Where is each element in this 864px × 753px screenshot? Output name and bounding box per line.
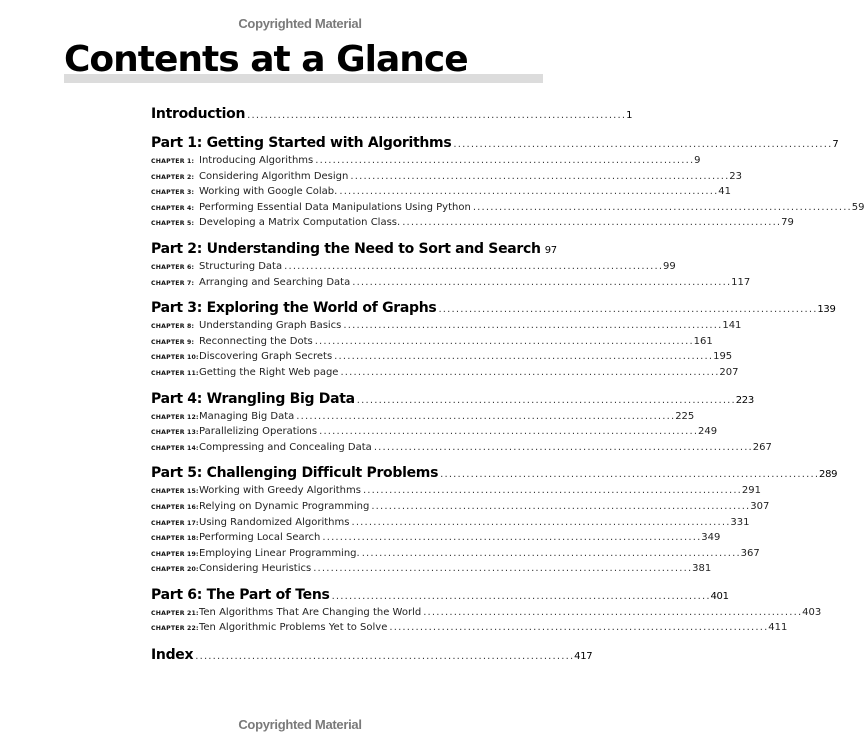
copyright-watermark-bottom: Copyrighted Material bbox=[238, 717, 362, 732]
toc-chapter[interactable] bbox=[151, 426, 718, 442]
toc-chapter[interactable] bbox=[151, 170, 743, 187]
dot-leader bbox=[363, 485, 740, 496]
page-title: Contents at a Glance bbox=[64, 39, 468, 80]
chapter-label: CHAPTER 15: bbox=[151, 488, 199, 496]
dot-leader bbox=[315, 155, 692, 166]
chapter-title: Compressing and Concealing Data bbox=[199, 441, 372, 453]
chapter-label: CHAPTER 12: bbox=[151, 413, 199, 421]
chapter-label: CHAPTER 21: bbox=[151, 609, 199, 617]
toc-part-5[interactable] bbox=[151, 465, 838, 485]
dot-leader bbox=[352, 277, 729, 288]
chapter-label: CHAPTER 16: bbox=[151, 503, 199, 511]
toc-page-number: 349 bbox=[701, 532, 721, 544]
dot-leader bbox=[362, 548, 739, 559]
toc-chapter[interactable] bbox=[151, 217, 794, 233]
toc-part-4[interactable] bbox=[151, 390, 754, 411]
toc-chapter[interactable] bbox=[151, 201, 864, 218]
chapter-label: CHAPTER 20: bbox=[151, 566, 199, 574]
toc-chapter[interactable] bbox=[151, 335, 713, 352]
chapter-label: CHAPTER 9: bbox=[151, 338, 195, 346]
chapter-label: CHAPTER 5: bbox=[151, 220, 195, 228]
chapter-label: CHAPTER 11: bbox=[151, 369, 199, 377]
chapter-label: CHAPTER 3: bbox=[151, 189, 195, 197]
page-header bbox=[64, 40, 544, 80]
toc-page-number: 195 bbox=[713, 351, 733, 363]
dot-leader bbox=[371, 501, 748, 512]
toc-index[interactable] bbox=[151, 647, 593, 667]
toc-chapter[interactable] bbox=[151, 547, 760, 564]
chapter-title: Introducing Algorithms bbox=[199, 155, 314, 166]
toc-page-number: 249 bbox=[698, 426, 718, 438]
chapter-label: CHAPTER 19: bbox=[151, 550, 199, 558]
toc-chapter[interactable] bbox=[151, 441, 772, 458]
toc-page-number: 307 bbox=[750, 500, 770, 512]
chapter-title: Getting the Right Web page bbox=[199, 366, 339, 378]
toc-page-number: 117 bbox=[731, 276, 751, 288]
toc-part-title: Part 6: The Part of Tens bbox=[151, 586, 330, 603]
toc-part-2[interactable] bbox=[151, 240, 557, 261]
chapter-title: Working with Greedy Algorithms bbox=[199, 485, 361, 497]
toc-page-number: 207 bbox=[719, 366, 739, 378]
chapter-title: Arranging and Searching Data bbox=[199, 276, 351, 288]
toc-chapter[interactable] bbox=[151, 516, 750, 533]
toc-page-number: 41 bbox=[718, 186, 731, 198]
toc-chapter[interactable] bbox=[151, 186, 731, 202]
dot-leader bbox=[374, 442, 751, 453]
dot-leader bbox=[350, 171, 727, 182]
chapter-title: Performing Essential Data Manipulations Using Python bbox=[199, 201, 471, 213]
chapter-title: Relying on Dynamic Programming bbox=[199, 500, 370, 512]
copyright-watermark-top: Copyrighted Material bbox=[238, 16, 362, 31]
chapter-title: Performing Local Search bbox=[199, 532, 321, 544]
toc-page-number: 9 bbox=[694, 155, 701, 166]
toc-part-1[interactable] bbox=[151, 135, 839, 155]
toc-chapter[interactable] bbox=[151, 155, 701, 171]
chapter-label: CHAPTER 14: bbox=[151, 444, 199, 452]
toc-page-number: 79 bbox=[781, 217, 794, 229]
chapter-label: CHAPTER 22: bbox=[151, 625, 199, 633]
chapter-title: Ten Algorithms That Are Changing the World bbox=[199, 606, 422, 618]
chapter-title: Discovering Graph Secrets bbox=[199, 351, 333, 363]
dot-leader bbox=[334, 351, 711, 362]
toc-part-title: Part 2: Understanding the Need to Sort and Search bbox=[151, 240, 541, 257]
toc-chapter[interactable] bbox=[151, 260, 676, 277]
toc-chapter[interactable] bbox=[151, 410, 695, 427]
chapter-label: CHAPTER 7: bbox=[151, 279, 195, 287]
toc-page-number: 367 bbox=[740, 547, 760, 559]
toc-page-number: 331 bbox=[730, 516, 750, 528]
dot-leader bbox=[332, 591, 709, 602]
chapter-title: Developing a Matrix Computation Class. bbox=[199, 217, 401, 229]
chapter-title: Employing Linear Programming. bbox=[199, 547, 360, 559]
dot-leader bbox=[319, 426, 696, 437]
dot-leader bbox=[284, 261, 661, 272]
dot-leader bbox=[315, 336, 692, 347]
chapter-title: Managing Big Data bbox=[199, 410, 295, 422]
toc-page-number: 97 bbox=[544, 244, 557, 256]
toc-part-3[interactable] bbox=[151, 300, 836, 320]
dot-leader bbox=[322, 532, 699, 543]
toc-chapter[interactable] bbox=[151, 532, 721, 548]
chapter-label: CHAPTER 1: bbox=[151, 158, 195, 165]
toc-chapter[interactable] bbox=[151, 366, 739, 383]
toc-part-title: Part 1: Getting Started with Algorithms bbox=[151, 135, 452, 151]
toc-page-number: 225 bbox=[675, 410, 695, 422]
toc-page-number: 267 bbox=[752, 441, 772, 453]
chapter-label: CHAPTER 18: bbox=[151, 535, 199, 543]
toc-chapter[interactable] bbox=[151, 351, 733, 367]
dot-leader bbox=[402, 217, 779, 228]
chapter-title: Structuring Data bbox=[199, 260, 283, 272]
toc-page-number: 381 bbox=[692, 563, 712, 575]
toc-chapter[interactable] bbox=[151, 622, 788, 638]
toc-page-number: 99 bbox=[663, 260, 676, 272]
dot-leader bbox=[343, 320, 720, 331]
toc-chapter[interactable] bbox=[151, 320, 742, 336]
chapter-label: CHAPTER 6: bbox=[151, 263, 195, 271]
toc-introduction[interactable] bbox=[151, 106, 633, 126]
toc-page-number: 289 bbox=[819, 469, 838, 481]
dot-leader bbox=[351, 517, 728, 528]
toc-page-number: 59 bbox=[851, 201, 864, 213]
toc-page-number: 139 bbox=[817, 304, 836, 316]
toc-page-number: 417 bbox=[574, 651, 593, 663]
toc-page-number: 403 bbox=[802, 606, 822, 618]
toc-entry-title: Introduction bbox=[151, 106, 246, 122]
toc-page-number: 411 bbox=[768, 622, 788, 634]
toc-part-6[interactable] bbox=[151, 586, 729, 607]
toc-part-title: Part 5: Challenging Difficult Problems bbox=[151, 465, 439, 482]
toc-page-number: 223 bbox=[735, 394, 754, 406]
toc-page-number: 1 bbox=[626, 110, 633, 121]
chapter-label: CHAPTER 2: bbox=[151, 173, 195, 181]
toc-chapter[interactable] bbox=[151, 485, 761, 501]
toc-chapter[interactable] bbox=[151, 500, 770, 517]
toc-parts bbox=[151, 135, 864, 638]
dot-leader bbox=[453, 139, 830, 150]
chapter-label: CHAPTER 10: bbox=[151, 354, 199, 362]
toc-page-number: 23 bbox=[729, 170, 743, 182]
toc-part-title: Part 3: Exploring the World of Graphs bbox=[151, 300, 437, 317]
dot-leader bbox=[357, 395, 734, 406]
toc-chapter[interactable] bbox=[151, 563, 712, 579]
toc-page-number: 141 bbox=[722, 320, 742, 332]
toc-chapter[interactable] bbox=[151, 606, 822, 623]
dot-leader bbox=[389, 622, 766, 633]
dot-leader bbox=[247, 110, 624, 121]
dot-leader bbox=[438, 304, 815, 315]
toc-page-number: 401 bbox=[710, 590, 729, 602]
dot-leader bbox=[313, 563, 690, 574]
chapter-title: Using Randomized Algorithms bbox=[199, 516, 350, 528]
toc-chapter[interactable] bbox=[151, 276, 751, 293]
dot-leader bbox=[423, 607, 800, 618]
chapter-title: Parallelizing Operations bbox=[199, 426, 318, 438]
chapter-title: Considering Algorithm Design bbox=[199, 170, 349, 182]
chapter-label: CHAPTER 8: bbox=[151, 323, 195, 331]
toc-page-number: 291 bbox=[741, 485, 761, 497]
dot-leader bbox=[440, 469, 817, 480]
dot-leader bbox=[195, 651, 572, 662]
table-of-contents bbox=[151, 106, 864, 667]
toc-part-title: Part 4: Wrangling Big Data bbox=[151, 390, 355, 407]
dot-leader bbox=[339, 186, 716, 197]
toc-page-number: 7 bbox=[832, 139, 839, 150]
dot-leader bbox=[296, 411, 673, 422]
chapter-title: Ten Algorithmic Problems Yet to Solve bbox=[199, 622, 388, 634]
chapter-label: CHAPTER 17: bbox=[151, 519, 199, 527]
toc-page-number: 161 bbox=[693, 335, 713, 347]
chapter-label: CHAPTER 4: bbox=[151, 204, 195, 212]
toc-entry-title: Index bbox=[151, 647, 194, 664]
chapter-label: CHAPTER 13: bbox=[151, 429, 199, 437]
chapter-title: Working with Google Colab. bbox=[199, 186, 338, 198]
chapter-title: Considering Heuristics bbox=[199, 563, 312, 575]
chapter-title: Reconnecting the Dots bbox=[199, 335, 313, 347]
chapter-title: Understanding Graph Basics bbox=[199, 320, 342, 332]
dot-leader bbox=[473, 202, 850, 213]
dot-leader bbox=[340, 367, 717, 378]
